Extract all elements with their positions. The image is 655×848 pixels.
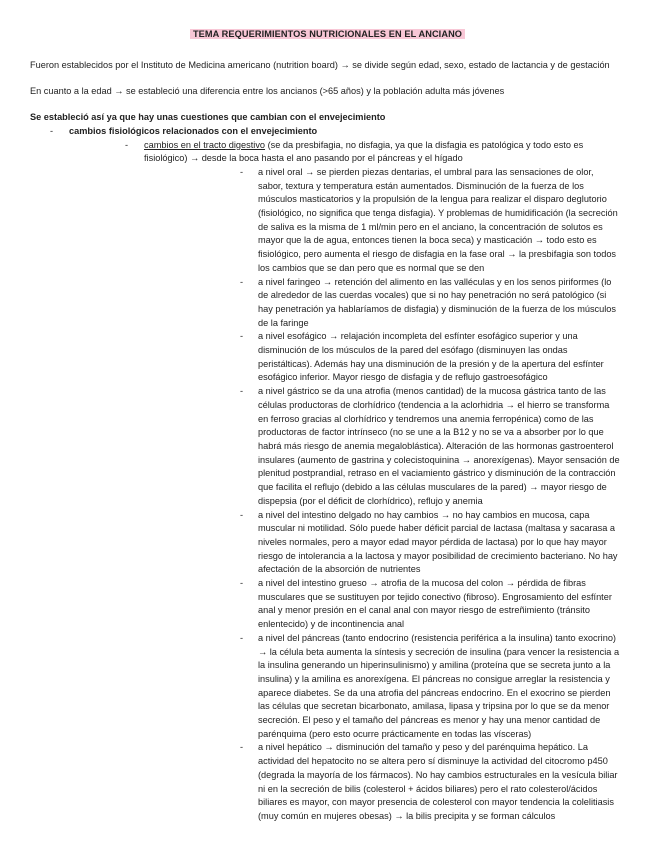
level2-text: (se da presbifagia, no disfagia, ya que la disfagia es patológica y todo esto es fisiológico) → desde la boca hasta el ano pasando por el páncreas y el hígado: [144, 139, 584, 164]
level2-list: [69, 139, 625, 824]
list-item-esofagico: - a nivel esofágico → relajación incompleta del esfínter esofágico superior y una disminución de los músculos de la pared del esófago (disminuyen las ondas peristálticas). Además hay una disminución de la presión y de la apertura del esfínter esofágico inferior. Mayor riesgo de disfagia y de reflujo gastroesofágico: [144, 330, 625, 385]
level1-label: cambios fisiológicos relacionados con el envejecimiento: [69, 125, 318, 136]
page-title: [30, 28, 625, 42]
list-item-oral: - a nivel oral → se pierden piezas dentarias, el umbral para las sensaciones de olor, sabor, textura y temperatura están aumentados. Disminución de la fuerza de los músculos masticatorios y la propulsión de la lengua para realizar el disparo deglutorio (fisiológico, no significa que tenga disfagia). Y problemas de humidificación (la secreción de saliva es la misma de 1 ml/min pero en el anciano, la concentración de solutos es mayor que la de agua, entonces tienen la boca seca) y masticación → todo esto es fisiológico, pero aumenta el riesgo de disfagia en la fase oral → la presbifagia son todos los cambios que se dan pero que es normal que se den: [144, 166, 625, 276]
intro-paragraph-1: Fueron establecidos por el Instituto de Medicina americano (nutrition board) → se divide según edad, sexo, estado de lactancia y de gestación: [30, 59, 610, 70]
intro-paragraph-2: En cuanto a la edad → se estableció una diferencia entre los ancianos (>65 años) y la población adulta más jóvenes: [30, 86, 505, 97]
level1-item: [30, 125, 625, 824]
list-item-pancreas: - a nivel del páncreas (tanto endocrino (resistencia periférica a la insulina) tanto exocrino) → la célula beta aumenta la síntesis y secreción de insulina (para vencer la resistencia a la insulina generando un hiperinsulinismo) y amilina (proteína que se secreta junto a la insulina) y la amilina es anorexígena. El páncreas no consigue arreglar la resistencia y aparece diabetes. Se da una atrofia del páncreas endocrino. En el exocrino se pierden las células que secretan bicarbonato, amilasa, lipasa y tripsina por lo que se da menor secreción. El peso y el tamaño del páncreas es menor y hay una menor cantidad de parénquima (pero esto ocurre prácticamente en todas las vísceras): [144, 632, 625, 742]
level1-list: [30, 125, 625, 824]
list-item-intestino-grueso: - a nivel del intestino grueso → atrofia de la mucosa del colon → pérdida de fibras musculares que se sustituyen por tejido conectivo (fibroso). Engrosamiento del esfínter anal y menor presión en el canal anal con mayor riesgo de estreñimiento (tránsito enlentecido) y de incontinencia anal: [144, 577, 625, 632]
title-highlight: TEMA REQUERIMIENTOS NUTRICIONALES EN EL ANCIANO: [190, 29, 465, 39]
level2-label: cambios en el tracto digestivo: [144, 139, 266, 150]
list-item-faringeo: - a nivel faringeo → retención del alimento en las valléculas y en los senos piriformes (lo de alrededor de las cuerdas vocales) que si no hay penetración no será patológico (si hay penetración ya hablaríamos de disfagia) y disminución de la fuerza de los músculos de la faringe: [144, 276, 625, 331]
list-item-hepatico: - a nivel hepático → disminución del tamaño y peso y del parénquima hepático. La actividad del hepatocito no se altera pero sí disminuye la actividad del citocromo p450 (degrada la mayoría de los fármacos). No hay cambios estructurales en la vesícula biliar ni en la secreción de bilis (colesterol + ácidos biliares) pero el rato colesterol/ácidos biliares es mayor, con mayor presencia de colesterol con mayor tendencia la colelitiasis (muy común en mujeres obesas) → la bilis precipita y se forman cálculos: [144, 741, 625, 823]
section-heading: Se estableció así ya que hay unas cuestiones que cambian con el envejecimiento: [30, 112, 386, 123]
level3-list: [144, 166, 625, 824]
level2-item: [69, 139, 625, 824]
list-item-gastrico: - a nivel gástrico se da una atrofia (menos cantidad) de la mucosa gástrica tanto de las células productoras de clorhídrico (tendencia a la aclorhidria → el hierro se transforma en ferroso gracias al clorhídrico y tendremos una anemia ferropénica) como de las productoras de factor intrínseco (no se une a la B12 y no se va a absorber por lo que habrá más riesgo de anemia megaloblástica). Alteración de las hormonas gastroenterol insulares (aumento de gastrina y colecistoquinina → anorexígenas). Mayor sensación de plenitud postprandial, retraso en el vaciamiento gástrico y disminución de la contracción que facilita el reflujo (debido a las células musculares de la pared) → mayor riesgo de dispepsia (por el déficit de clorhídrico), reflujo y anemia: [144, 385, 625, 508]
list-item-intestino-delgado: - a nivel del intestino delgado no hay cambios → no hay cambios en mucosa, capa muscular ni motilidad. Sólo puede haber déficit parcial de lactasa (maltasa y sacarasa a niveles normales, pero a mayor edad mayor pérdida de lactasa) por lo que hay mayor riesgo de intolerancia a la lactosa y mayor posibilidad de crecimiento bacteriano. No hay afectación de la absorción de nutrientes: [144, 509, 625, 578]
